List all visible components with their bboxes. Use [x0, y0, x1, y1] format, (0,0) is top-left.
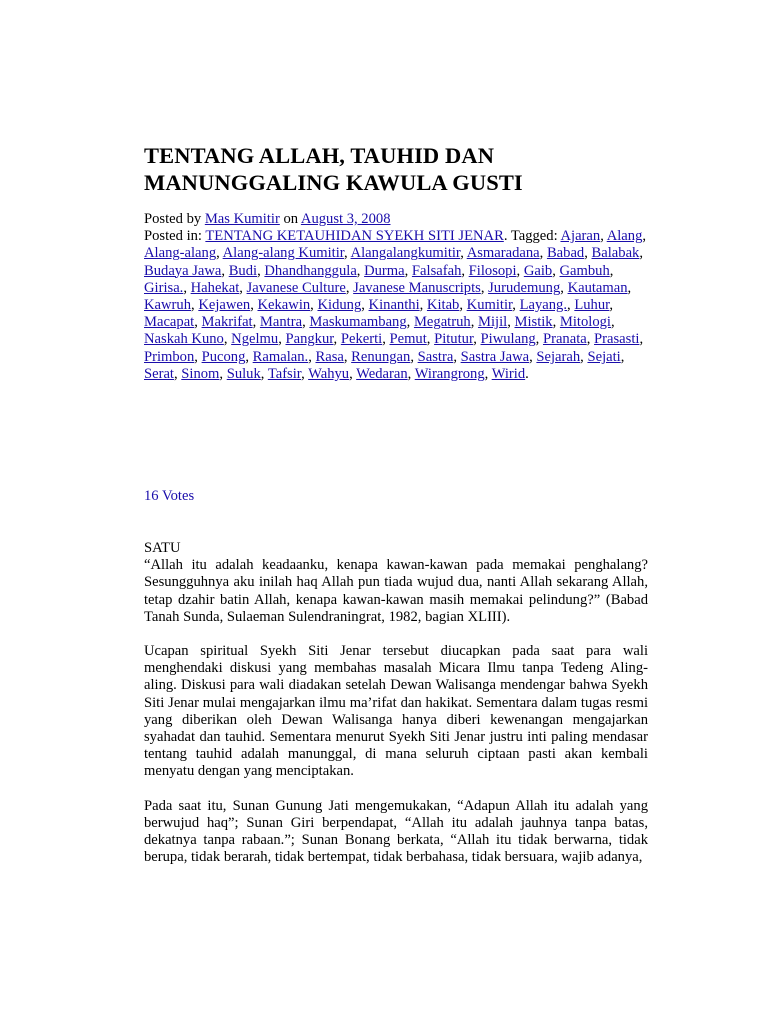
tag-separator: ,	[252, 314, 260, 331]
tag-link[interactable]: Rasa	[315, 348, 344, 365]
tag-link[interactable]: Macapat	[144, 314, 195, 331]
tag-link[interactable]: Budi	[228, 262, 258, 279]
tag-separator: .	[525, 365, 529, 382]
tag-link[interactable]: Alang	[606, 228, 643, 245]
tag-separator: ,	[219, 365, 227, 382]
tag-link[interactable]: Kidung	[317, 297, 362, 314]
tag-separator: ,	[310, 297, 318, 314]
tag-link[interactable]: Javanese Manuscripts	[353, 279, 481, 296]
tagged-label: . Tagged:	[503, 228, 561, 245]
on-label: on	[279, 211, 301, 227]
tag-separator: ,	[410, 348, 418, 365]
tag-separator: ,	[539, 245, 547, 262]
tag-link[interactable]: Serat	[144, 365, 174, 382]
post-title: TENTANG ALLAH, TAUHID DAN MANUNGGALING KAWULA GUSTI	[144, 143, 523, 195]
article-body	[144, 540, 648, 883]
tag-separator: ,	[461, 262, 469, 279]
tag-link[interactable]: Naskah Kuno	[144, 331, 224, 348]
tag-link[interactable]: Ramalan.	[252, 348, 309, 365]
tag-link[interactable]: Layang.	[519, 297, 568, 314]
tag-link[interactable]: Pucong	[201, 348, 246, 365]
tag-link[interactable]: Pemut	[389, 331, 427, 348]
tag-link[interactable]: Makrifat	[201, 314, 253, 331]
tag-separator: ,	[349, 365, 357, 382]
category-link[interactable]: TENTANG KETAUHIDAN SYEKH SITI JENAR	[205, 228, 504, 245]
tag-separator: ,	[191, 297, 199, 314]
tag-separator: ,	[404, 262, 412, 279]
tag-separator: ,	[560, 279, 568, 296]
tag-separator: ,	[343, 348, 352, 365]
tag-separator: ,	[484, 365, 492, 382]
tag-link[interactable]: Alangalangkumitir	[350, 245, 461, 262]
tag-separator: ,	[453, 348, 461, 365]
tag-link[interactable]: Filosopi	[468, 262, 517, 279]
tag-link[interactable]: Kitab	[426, 297, 460, 314]
tag-link[interactable]: Kautaman	[567, 279, 628, 296]
posted-by-label: Posted by	[144, 211, 205, 227]
tag-separator: ,	[250, 297, 258, 314]
tag-link[interactable]: Pekerti	[340, 331, 383, 348]
tag-separator: ,	[407, 365, 415, 382]
tag-separator: ,	[333, 331, 341, 348]
tag-link[interactable]: Dhandhanggula	[264, 262, 357, 279]
tag-separator: ,	[361, 297, 369, 314]
tag-link[interactable]: Sastra	[417, 348, 454, 365]
tag-link[interactable]: Prasasti	[594, 331, 640, 348]
tag-link[interactable]: Budaya Jawa	[144, 262, 222, 279]
tag-separator: ,	[257, 262, 265, 279]
tag-link[interactable]: Kinanthi	[368, 297, 420, 314]
tag-separator: ,	[516, 262, 524, 279]
tag-separator: ,	[174, 365, 182, 382]
tag-separator: ,	[609, 262, 614, 279]
tag-link[interactable]: Maskumambang	[309, 314, 407, 331]
tag-separator: ,	[609, 297, 614, 314]
tag-separator: ,	[406, 314, 414, 331]
tag-link[interactable]: Girisa.	[144, 279, 184, 296]
tag-link[interactable]: Wirangrong	[414, 365, 485, 382]
tag-link[interactable]: Jurudemung	[488, 279, 561, 296]
tag-separator: ,	[194, 314, 202, 331]
tag-separator: ,	[183, 279, 191, 296]
tag-link[interactable]: Kawruh	[144, 297, 192, 314]
tag-separator: ,	[245, 348, 253, 365]
tag-list	[144, 228, 646, 382]
tag-separator: ,	[239, 279, 247, 296]
tag-link[interactable]: Asmaradana	[466, 245, 540, 262]
tag-separator: ,	[639, 331, 644, 348]
tag-separator: ,	[419, 297, 427, 314]
tag-separator: ,	[627, 279, 632, 296]
tag-separator: ,	[302, 314, 310, 331]
tag-separator: ,	[278, 331, 286, 348]
tag-link[interactable]: Durma	[364, 262, 405, 279]
tag-separator: ,	[620, 348, 625, 365]
votes-count[interactable]: 16 Votes	[144, 488, 195, 504]
tag-separator: ,	[586, 331, 595, 348]
tag-separator: ,	[223, 331, 232, 348]
tag-separator: ,	[460, 245, 467, 262]
tag-separator: ,	[507, 314, 515, 331]
tag-link[interactable]: Alang-alang Kumitir	[222, 245, 345, 262]
tag-link[interactable]: Falsafah	[411, 262, 462, 279]
paragraph: “Allah itu adalah keadaanku, kenapa kawan-kawan pada memakai penghalang? Sesungguhnya aku inilah haq Allah pun tiada wujud dua, nanti Allah sekarang Allah, tetap dzahir batin Allah, kenapa kawan-kawan masih memakai pelindung?” (Babad Tanah Sunda, Sulaeman Sulendraningrat, 1982, bagian XLIII).	[144, 557, 648, 625]
tag-link[interactable]: Tafsir	[267, 365, 302, 382]
tag-separator: ,	[345, 279, 354, 296]
tag-separator: ,	[580, 348, 588, 365]
tag-separator: ,	[600, 228, 607, 245]
tag-link[interactable]: Mitologi	[559, 314, 611, 331]
tag-link[interactable]: Babad	[546, 245, 585, 262]
tag-link[interactable]: Pangkur	[285, 331, 334, 348]
tag-link[interactable]: Kekawin	[257, 297, 311, 314]
tag-link[interactable]: Gaib	[523, 262, 553, 279]
tag-separator: ,	[194, 348, 202, 365]
tag-separator: ,	[301, 365, 309, 382]
section-heading: SATU	[144, 540, 181, 556]
tag-link[interactable]: Mijil	[477, 314, 508, 331]
tag-link[interactable]: Pranata	[542, 331, 587, 348]
tag-link[interactable]: Primbon	[144, 348, 195, 365]
tag-separator: ,	[470, 314, 478, 331]
paragraph: Pada saat itu, Sunan Gunung Jati mengemukakan, “Adapun Allah itu adalah yang berwujud haq”; Sunan Giri berpendapat, “Allah itu adalah jauhnya tanpa batas, dekatnya tanpa rabaan.”; Sunan Bonang berkata, “Allah itu tidak berwarna, tidak berupa, tidak berarah, tidak bertempat, tidak berbahasa, tidak bersuara, wajib adanya,	[144, 797, 648, 866]
tag-separator: ,	[382, 331, 390, 348]
tag-link[interactable]: Luhur	[574, 297, 610, 314]
tag-separator: ,	[639, 245, 644, 262]
tag-separator: ,	[552, 262, 560, 279]
tag-link[interactable]: Renungan	[351, 348, 411, 365]
tag-separator: ,	[642, 228, 647, 245]
tag-separator: ,	[567, 297, 575, 314]
tag-separator: ,	[480, 279, 489, 296]
tag-separator: ,	[344, 245, 351, 262]
posted-in-line	[144, 228, 648, 383]
tag-link[interactable]: Sinom	[181, 365, 220, 382]
tag-link[interactable]: Piwulang	[480, 331, 536, 348]
tag-separator: ,	[512, 297, 520, 314]
post-meta	[144, 211, 648, 383]
tag-link[interactable]: Wahyu	[308, 365, 350, 382]
tag-separator: ,	[552, 314, 560, 331]
date-link[interactable]: August 3, 2008	[300, 211, 391, 227]
tag-link[interactable]: Pitutur	[434, 331, 474, 348]
tag-link[interactable]: Ngelmu	[231, 331, 279, 348]
tag-link[interactable]: Balabak	[591, 245, 640, 262]
tag-separator: ,	[529, 348, 537, 365]
tag-separator: ,	[535, 331, 543, 348]
tag-link[interactable]: Javanese Culture	[246, 279, 346, 296]
posted-by-line	[144, 211, 648, 228]
tag-separator: ,	[473, 331, 481, 348]
tag-link[interactable]: Wirid	[491, 365, 526, 382]
tag-link[interactable]: Sejarah	[536, 348, 581, 365]
tag-separator: ,	[611, 314, 615, 331]
tag-separator: ,	[459, 297, 467, 314]
tag-separator: ,	[426, 331, 435, 348]
tag-link[interactable]: Hahekat	[190, 279, 240, 296]
tag-link[interactable]: Alang-alang	[144, 245, 217, 262]
tag-link[interactable]: Wedaran	[356, 365, 408, 382]
tag-link[interactable]: Sastra Jawa	[460, 348, 530, 365]
posted-in-label: Posted in:	[144, 228, 206, 245]
tag-link[interactable]: Ajaran	[560, 228, 601, 245]
tag-separator: ,	[584, 245, 592, 262]
author-link[interactable]: Mas Kumitir	[204, 211, 280, 227]
tag-link[interactable]: Kejawen	[198, 297, 251, 314]
tag-separator: ,	[356, 262, 365, 279]
tag-link[interactable]: Gambuh	[559, 262, 610, 279]
paragraph: Ucapan spiritual Syekh Siti Jenar tersebut diucapkan pada saat para wali menghendaki diskusi yang membahas masalah Micara Ilmu tanpa Tedeng Aling-aling. Diskusi para wali diadakan setelah Dewan Walisanga mendengar bahwa Syekh Siti Jenar mulai mengajarkan ilmu ma’rifat dan hakikat. Sementara dalam tugas resmi yang diberikan oleh Dewan Walisanga hanya diberi kewenangan mengajarkan syahadat dan tauhid. Sementara menurut Syekh Siti Jenar justru inti paling mendasar tentang tauhid adalah manunggal, di mana seluruh ciptaan pasti akan kembali menyatu dengan yang menciptakan.	[144, 643, 648, 780]
tag-link[interactable]: Megatruh	[413, 314, 471, 331]
tag-separator: ,	[216, 245, 223, 262]
tag-link[interactable]: Suluk	[226, 365, 261, 382]
tag-separator: ,	[260, 365, 268, 382]
tag-link[interactable]: Mantra	[259, 314, 303, 331]
tag-link[interactable]: Mistik	[514, 314, 553, 331]
tag-separator: ,	[221, 262, 229, 279]
tag-separator: ,	[308, 348, 316, 365]
tag-link[interactable]: Kumitir	[466, 297, 513, 314]
tag-link[interactable]: Sejati	[587, 348, 621, 365]
